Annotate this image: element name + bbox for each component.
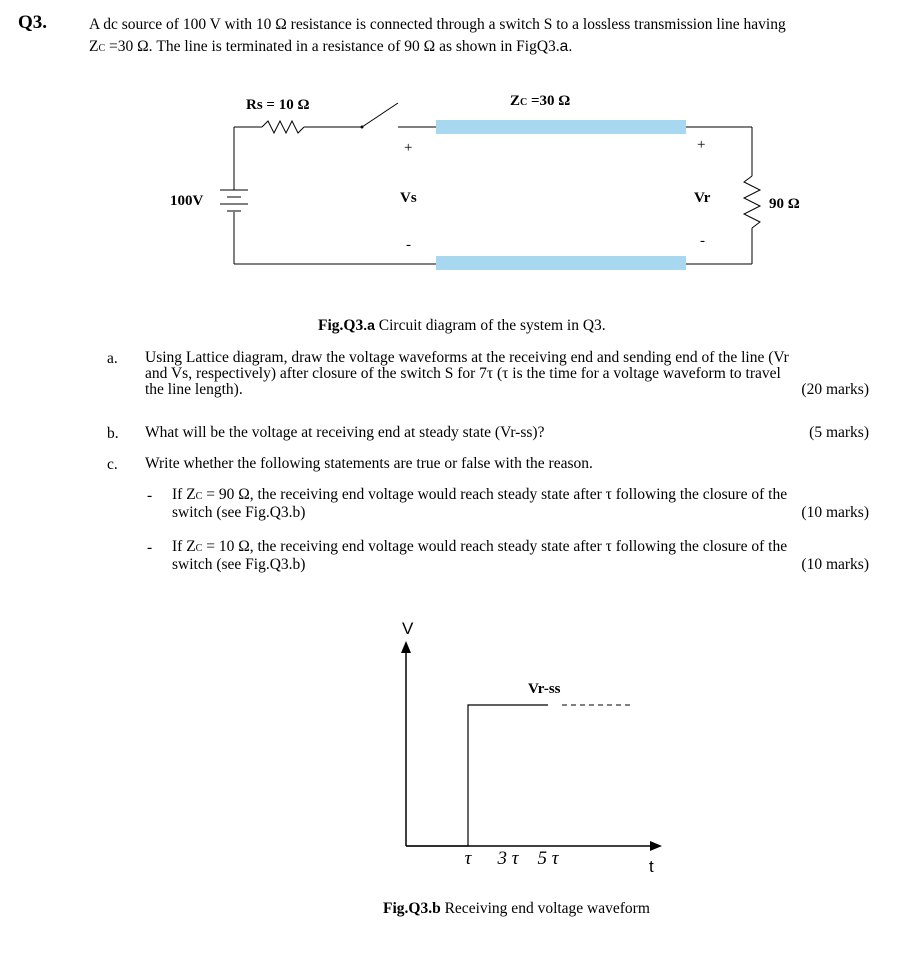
switch-contact bbox=[361, 126, 364, 129]
plus-recv: + bbox=[697, 137, 706, 153]
item-b-marks: (5 marks) bbox=[809, 424, 869, 441]
bullet-2-marks: (10 marks) bbox=[801, 556, 869, 573]
series-vr-line bbox=[406, 705, 548, 846]
x-axis-arrow bbox=[650, 841, 662, 851]
item-a-letter: a. bbox=[107, 350, 118, 367]
chart-q3b bbox=[401, 619, 662, 876]
bullet-2-text: If ZC = 10 Ω, the receiving end voltage would reach steady state after τ following the closure of the switch (see Fig.Q3.b) (10 marks) bbox=[172, 538, 869, 573]
fig-b-caption: Fig.Q3.b Receiving end voltage waveform bbox=[383, 900, 650, 917]
item-b-letter: b. bbox=[107, 425, 119, 442]
plus-send: + bbox=[404, 140, 413, 156]
vr-label: Vr bbox=[694, 190, 711, 206]
resistor-load bbox=[744, 176, 760, 228]
rs-label: Rs = 10 Ω bbox=[246, 97, 310, 113]
y-axis-arrow bbox=[401, 641, 411, 653]
question-line-1: A dc source of 100 V with 10 Ω resistance is connected through a switch S to a lossless transmission line having bbox=[89, 16, 786, 33]
x-tick-label: 5 τ bbox=[537, 848, 559, 869]
item-b-text: What will be the voltage at receiving end at steady state (Vr-ss)? (5 marks) bbox=[145, 424, 869, 441]
x-tick-label: τ bbox=[464, 848, 472, 869]
load-label: 90 Ω bbox=[769, 196, 800, 212]
vs-label: Vs bbox=[400, 190, 417, 206]
zc-label: ZC =30 Ω bbox=[510, 93, 571, 109]
minus-recv: - bbox=[700, 233, 705, 249]
item-c-text: Write whether the following statements are true or false with the reason. bbox=[145, 455, 593, 472]
x-tick-label: 3 τ bbox=[497, 848, 519, 869]
bullet-2-dash: - bbox=[147, 539, 153, 556]
resistor-rs bbox=[262, 121, 304, 133]
y-axis-label: V bbox=[402, 619, 414, 638]
x-axis-label: t bbox=[649, 857, 654, 876]
transmission-line-bottom bbox=[436, 256, 686, 270]
switch-s bbox=[362, 103, 398, 127]
series-label-vr-ss: Vr-ss bbox=[528, 681, 561, 697]
bullet-1-text: If ZC = 90 Ω, the receiving end voltage would reach steady state after τ following the closure of the switch (see Fig.Q3.b) (10 marks) bbox=[172, 486, 869, 521]
item-a-text: Using Lattice diagram, draw the voltage waveforms at the receiving end and sending end of the line (Vr and Vs, respectively) after closure of the switch S for 7τ (τ is the time for a voltage waveform to travel the line length). (20 marks) bbox=[145, 349, 869, 398]
bullet-1-dash: - bbox=[147, 487, 153, 504]
minus-send: - bbox=[406, 237, 411, 253]
source-label: 100V bbox=[170, 193, 204, 209]
item-a-marks: (20 marks) bbox=[801, 381, 869, 398]
item-c-letter: c. bbox=[107, 456, 118, 473]
transmission-line-top bbox=[436, 120, 686, 134]
fig-a-caption: Fig.Q3.a Circuit diagram of the system in Q3. bbox=[318, 317, 606, 334]
question-line-2: ZC =30 Ω. The line is terminated in a resistance of 90 Ω as shown in FigQ3.a. bbox=[89, 38, 573, 55]
question-number: Q3. bbox=[18, 12, 48, 33]
bullet-1-marks: (10 marks) bbox=[801, 504, 869, 521]
